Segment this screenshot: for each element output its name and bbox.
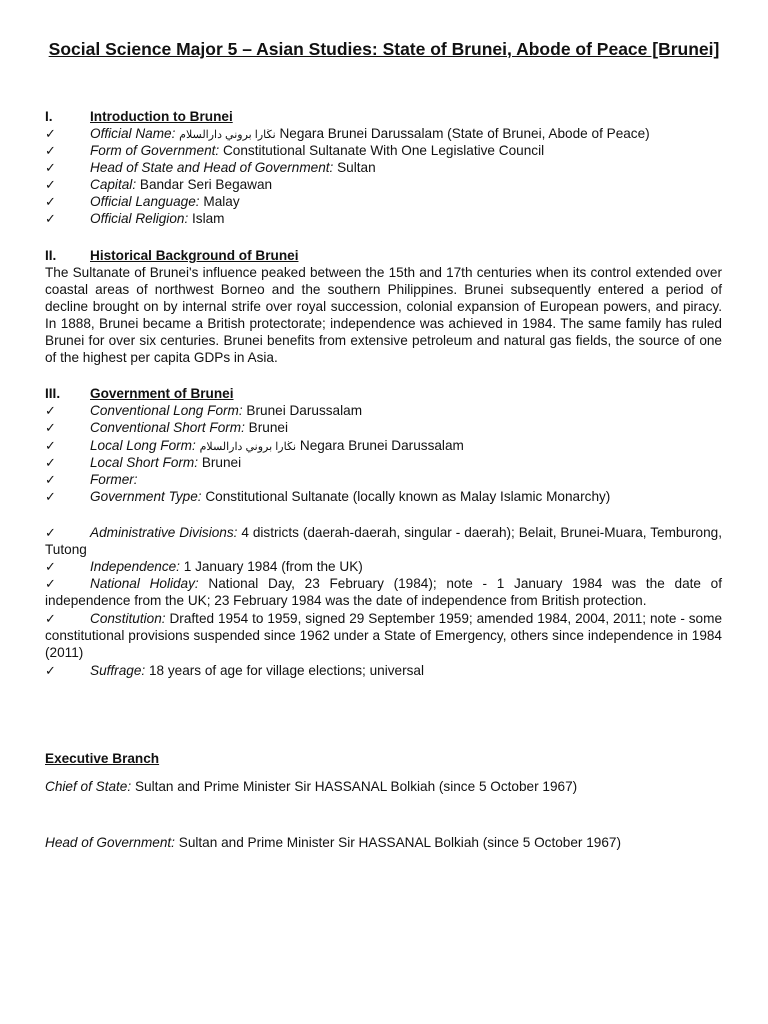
item-value: 4 districts (daerah-daerah, singular - daerah); Belait, Brunei-Muara, Temburong, Tutong xyxy=(45,525,723,557)
executive-branch-heading: Executive Branch xyxy=(45,751,160,766)
checkmark-icon: ✓ xyxy=(45,403,56,418)
list-item-government-type xyxy=(45,488,723,505)
section-number: II. xyxy=(45,248,57,263)
list-item-head-of-state xyxy=(45,159,723,176)
head-of-government-line xyxy=(45,834,621,851)
checkmark-icon: ✓ xyxy=(45,611,56,626)
section-heading-government xyxy=(45,385,234,402)
section-title: Introduction to Brunei xyxy=(90,109,233,124)
item-label: Official Religion: xyxy=(90,211,189,226)
list-item-national-holiday xyxy=(45,575,722,609)
list-item-local-short-form xyxy=(45,454,723,471)
item-label: Conventional Short Form: xyxy=(90,420,245,435)
item-label: Former: xyxy=(90,472,138,487)
checkmark-icon: ✓ xyxy=(45,420,56,435)
item-value: Sultan xyxy=(337,160,376,175)
item-value: Brunei xyxy=(201,455,242,470)
chief-of-state-line xyxy=(45,778,577,795)
item-value: Drafted 1954 to 1959, signed 29 September 1959; amended 1984, 2004, 2011; note - some constitutional provisions suspended since 1962 under a State of Emergency, others since independence in 1984 (2011) xyxy=(45,611,722,660)
section-heading-introduction xyxy=(45,108,233,125)
item-value: Constitutional Sultanate (locally known as Malay Islamic Monarchy) xyxy=(205,489,611,504)
list-item-constitution xyxy=(45,610,722,661)
checkmark-icon: ✓ xyxy=(45,126,56,141)
checkmark-icon: ✓ xyxy=(45,160,56,175)
list-item-administrative-divisions xyxy=(45,524,722,558)
checkmark-icon: ✓ xyxy=(45,472,56,487)
item-label: Head of State and Head of Government: xyxy=(90,160,334,175)
item-label: Conventional Long Form: xyxy=(90,403,243,418)
item-value: Islam xyxy=(192,211,225,226)
checkmark-icon: ✓ xyxy=(45,489,56,504)
item-label: Official Name: xyxy=(90,126,176,141)
list-item-suffrage xyxy=(45,662,722,679)
item-label: Chief of State: xyxy=(45,779,132,794)
list-item-former xyxy=(45,471,723,488)
item-value: Brunei xyxy=(248,420,288,435)
item-label: Local Short Form: xyxy=(90,455,199,470)
section-number: III. xyxy=(45,386,61,401)
item-value: Constitutional Sultanate With One Legislative Council xyxy=(222,143,545,158)
section-heading-historical-background xyxy=(45,247,298,264)
item-label: Independence: xyxy=(90,559,180,574)
list-item-conventional-short-form xyxy=(45,419,723,436)
item-value: 18 years of age for village elections; universal xyxy=(148,663,425,678)
item-value: Negara Brunei Darussalam xyxy=(299,438,464,453)
section-title: Government of Brunei xyxy=(90,386,234,401)
item-label: Capital: xyxy=(90,177,137,192)
item-value: Brunei Darussalam xyxy=(246,403,363,418)
item-value: 1 January 1984 (from the UK) xyxy=(183,559,363,574)
checkmark-icon: ✓ xyxy=(45,455,56,470)
item-value: National Day, 23 February (1984); note - 1 January 1984 was the date of independence from the UK; 23 February 1984 was the date of independence from British protection. xyxy=(45,576,723,608)
item-value: Negara Brunei Darussalam (State of Brunei, Abode of Peace) xyxy=(279,126,650,141)
item-value: Sultan and Prime Minister Sir HASSANAL Bolkiah (since 5 October 1967) xyxy=(178,835,621,850)
item-value: Malay xyxy=(203,194,240,209)
checkmark-icon: ✓ xyxy=(45,211,56,226)
history-paragraph: The Sultanate of Brunei's influence peaked between the 15th and 17th centuries when its control extended over coastal areas of northwest Borneo and the southern Philippines. Brunei subsequently entered a period of decline brought on by internal strife over royal succession, colonial expansion of European powers, and piracy. In 1888, Brunei became a British protectorate; independence was achieved in 1984. The same family has ruled Brunei for over six centuries. Brunei benefits from extensive petroleum and natural gas fields, the source of one of the highest per capita GDPs in Asia. xyxy=(45,265,722,366)
list-item-capital xyxy=(45,176,723,193)
checkmark-icon: ✓ xyxy=(45,177,56,192)
checkmark-icon: ✓ xyxy=(45,438,56,453)
section-number: I. xyxy=(45,109,53,124)
item-label: Head of Government: xyxy=(45,835,175,850)
item-value: Bandar Seri Begawan xyxy=(139,177,273,192)
document-title: Social Science Major 5 – Asian Studies: State of Brunei, Abode of Peace [Brunei] xyxy=(48,39,720,59)
item-label: Local Long Form: xyxy=(90,438,196,453)
section-title: Historical Background of Brunei xyxy=(90,248,299,263)
list-item-conventional-long-form xyxy=(45,402,723,419)
item-value: Sultan and Prime Minister Sir HASSANAL Bolkiah (since 5 October 1967) xyxy=(134,779,578,794)
item-label: Constitution: xyxy=(90,611,166,626)
list-item-official-language xyxy=(45,193,723,210)
list-item-form-of-government xyxy=(45,142,723,159)
checkmark-icon: ✓ xyxy=(45,143,56,158)
item-label: Government Type: xyxy=(90,489,202,504)
list-item-independence xyxy=(45,558,722,575)
item-label: Official Language: xyxy=(90,194,200,209)
list-item-official-religion xyxy=(45,210,723,227)
checkmark-icon: ✓ xyxy=(45,194,56,209)
checkmark-icon: ✓ xyxy=(45,559,56,574)
item-label: National Holiday: xyxy=(90,576,199,591)
checkmark-icon: ✓ xyxy=(45,576,56,591)
checkmark-icon: ✓ xyxy=(45,525,56,540)
item-label: Suffrage: xyxy=(90,663,146,678)
arabic-name: نڬارا بروني دارالسلام xyxy=(199,441,297,453)
arabic-name: نڬارا بروني دارالسلام xyxy=(179,129,276,141)
item-label: Administrative Divisions: xyxy=(90,525,238,540)
item-label: Form of Government: xyxy=(90,143,220,158)
checkmark-icon: ✓ xyxy=(45,663,56,678)
